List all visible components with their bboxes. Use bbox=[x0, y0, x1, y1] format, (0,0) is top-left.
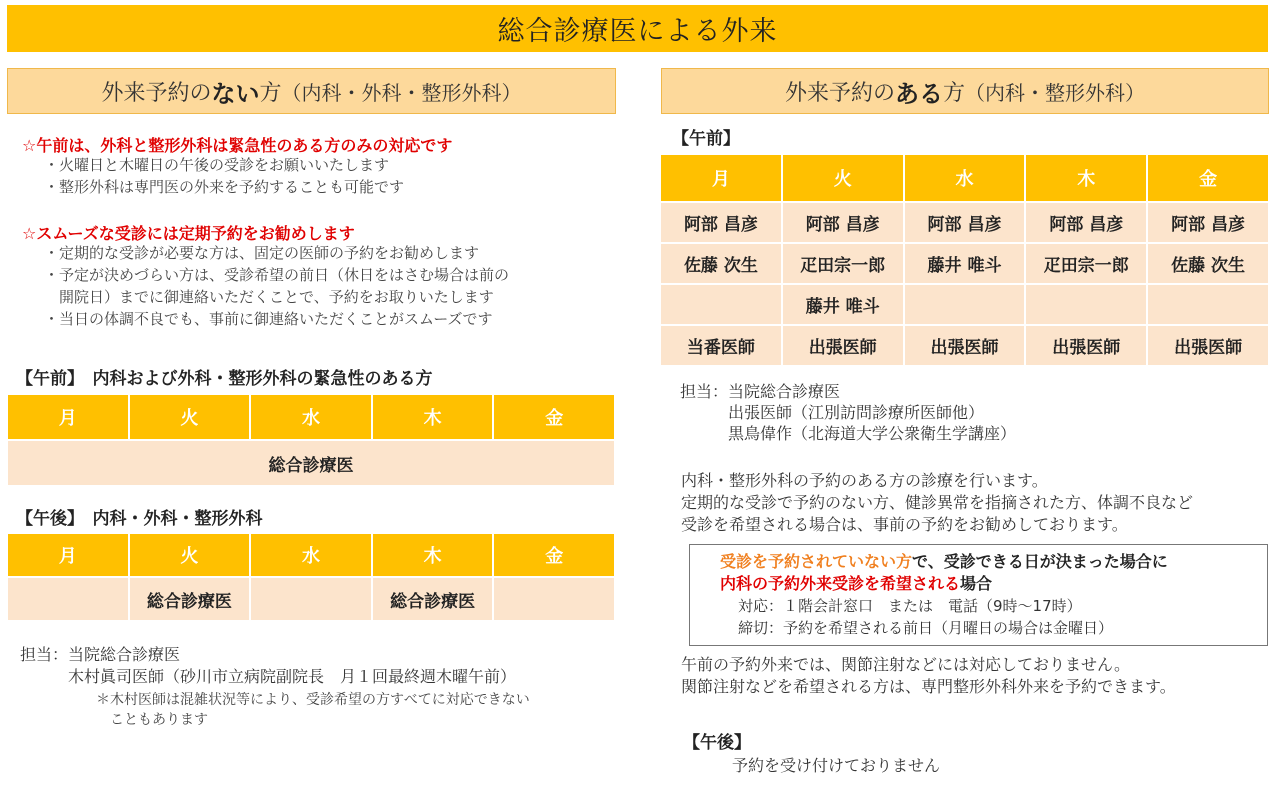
table-row bbox=[8, 578, 614, 620]
day-header: 金 bbox=[494, 395, 614, 439]
notice-regular-title: ☆スムーズな受診には定期予約をお勧めします bbox=[22, 224, 355, 243]
staff-line: 黒鳥偉作（北海道大学公衆衛生学講座） bbox=[680, 424, 1017, 443]
table-row bbox=[8, 441, 614, 485]
am-schedule-table bbox=[6, 393, 616, 487]
schedule-cell: 総合診療医 bbox=[373, 578, 493, 620]
header-subtitle: （内科・外科・整形外科） bbox=[281, 80, 522, 105]
pm-schedule-table bbox=[6, 532, 616, 622]
schedule-cell bbox=[494, 578, 614, 620]
table-row bbox=[661, 244, 1268, 283]
day-header: 水 bbox=[905, 155, 1025, 201]
desc-line: 定期的な受診で予約のない方、健診異常を指摘された方、体調不良など bbox=[681, 493, 1194, 512]
notice-emphasis: 受診を予約されていない方 bbox=[720, 552, 913, 571]
staff-line: 木村眞司医師（砂川市立病院副院長 月１回最終週木曜午前） bbox=[20, 667, 517, 686]
table-row bbox=[661, 285, 1268, 324]
day-header: 月 bbox=[661, 155, 781, 201]
notice-line-1 bbox=[720, 551, 1168, 573]
right-pm-text: 予約を受け付けておりません bbox=[732, 756, 941, 775]
doctor-cell bbox=[1148, 285, 1268, 324]
doctor-cell: 阿部 昌彦 bbox=[783, 203, 903, 242]
section-header-no-appointment bbox=[7, 68, 616, 114]
header-text: 外来予約の bbox=[784, 80, 895, 106]
day-header: 水 bbox=[251, 534, 371, 576]
table-row bbox=[661, 326, 1268, 365]
header-text: 外来予約の bbox=[101, 80, 212, 106]
desc-line: 内科・整形外科の予約のある方の診療を行います。 bbox=[681, 471, 1048, 490]
day-header: 火 bbox=[130, 395, 250, 439]
table-header-row bbox=[661, 155, 1268, 201]
notice-deadline: 締切：予約を希望される前日（月曜日の場合は金曜日） bbox=[738, 619, 1114, 637]
schedule-cell: 総合診療医 bbox=[130, 578, 250, 620]
list-item: ・当日の体調不良でも、事前に御連絡いただくことがスムーズです bbox=[44, 310, 493, 328]
doctor-cell: 藤井 唯斗 bbox=[783, 285, 903, 324]
list-item: ・定期的な受診が必要な方は、固定の医師の予約をお勧めします bbox=[44, 244, 480, 262]
day-header: 火 bbox=[130, 534, 250, 576]
notice-contact: 対応：１階会計窓口 または 電話（9時～17時） bbox=[738, 597, 1082, 615]
day-header: 金 bbox=[1148, 155, 1268, 201]
header-text: 方 bbox=[943, 80, 966, 106]
am-schedule-label: 【午前】 内科および外科・整形外科の緊急性のある方 bbox=[16, 369, 433, 389]
notice-regular-list bbox=[44, 242, 509, 330]
walk-in-notice-box bbox=[689, 544, 1268, 646]
header-emphasis: ある bbox=[895, 79, 943, 108]
day-header: 月 bbox=[8, 395, 128, 439]
doctor-cell: 出張医師 bbox=[1148, 326, 1268, 365]
list-item: ・予定が決めづらい方は、受診希望の前日（休日をはさむ場合は前の bbox=[44, 266, 510, 284]
day-header: 月 bbox=[8, 534, 128, 576]
doctor-cell: 佐藤 次生 bbox=[661, 244, 781, 283]
doctor-cell: 阿部 昌彦 bbox=[905, 203, 1025, 242]
doctor-cell bbox=[905, 285, 1025, 324]
staff-line: 担当：当院総合診療医 bbox=[680, 382, 841, 401]
notice-text: で、受診できる日が決まった場合に bbox=[912, 552, 1168, 571]
schedule-cell: 総合診療医 bbox=[8, 441, 614, 485]
doctor-cell: 阿部 昌彦 bbox=[661, 203, 781, 242]
notice-text: 場合 bbox=[960, 574, 993, 593]
doctor-cell: 疋田宗一郎 bbox=[1026, 244, 1146, 283]
right-injection-note bbox=[681, 654, 1176, 698]
day-header: 火 bbox=[783, 155, 903, 201]
page-title: 総合診療医による外来 bbox=[7, 5, 1268, 52]
schedule-cell bbox=[251, 578, 371, 620]
doctor-cell: 阿部 昌彦 bbox=[1148, 203, 1268, 242]
desc-line: 受診を希望される場合は、事前の予約をお勧めしております。 bbox=[681, 515, 1128, 534]
note-line: 関節注射などを希望される方は、専門整形外科外来を予約できます。 bbox=[681, 677, 1176, 696]
left-staff-info bbox=[20, 644, 516, 688]
day-header: 木 bbox=[373, 395, 493, 439]
header-emphasis: ない bbox=[211, 79, 260, 108]
staff-line: 担当：当院総合診療医 bbox=[20, 645, 181, 664]
note-line: こともあります bbox=[96, 712, 208, 728]
section-header-with-appointment bbox=[661, 68, 1269, 114]
day-header: 木 bbox=[373, 534, 493, 576]
doctor-cell: 出張医師 bbox=[905, 326, 1025, 365]
doctor-cell: 佐藤 次生 bbox=[1148, 244, 1268, 283]
doctor-cell bbox=[1026, 285, 1146, 324]
left-staff-note bbox=[96, 690, 530, 730]
doctor-cell: 阿部 昌彦 bbox=[1026, 203, 1146, 242]
header-text: 方 bbox=[259, 80, 282, 106]
schedule-cell bbox=[8, 578, 128, 620]
table-row bbox=[661, 203, 1268, 242]
notice-emphasis: 内科の予約外来受診を希望される bbox=[720, 574, 961, 593]
right-staff-info bbox=[680, 381, 1016, 444]
doctor-schedule-table bbox=[659, 153, 1270, 367]
list-item: ・整形外科は専門医の外来を予約することも可能です bbox=[44, 178, 405, 196]
doctor-cell: 疋田宗一郎 bbox=[783, 244, 903, 283]
right-description bbox=[681, 470, 1271, 536]
header-subtitle: （内科・整形外科） bbox=[965, 80, 1146, 105]
doctor-cell: 藤井 唯斗 bbox=[905, 244, 1025, 283]
doctor-cell bbox=[661, 285, 781, 324]
day-header: 水 bbox=[251, 395, 371, 439]
table-header-row bbox=[8, 395, 614, 439]
staff-line: 出張医師（江別訪問診療所医師他） bbox=[680, 403, 985, 422]
right-am-label: 【午前】 bbox=[672, 129, 740, 149]
day-header: 金 bbox=[494, 534, 614, 576]
note-line: 午前の予約外来では、関節注射などには対応しておりません。 bbox=[681, 655, 1130, 674]
list-item: ・火曜日と木曜日の午後の受診をお願いいたします bbox=[44, 156, 390, 174]
right-pm-label: 【午後】 bbox=[683, 733, 751, 753]
doctor-cell: 当番医師 bbox=[661, 326, 781, 365]
doctor-cell: 出張医師 bbox=[783, 326, 903, 365]
notice-line-2 bbox=[720, 573, 992, 595]
notice-morning-title: ☆午前は、外科と整形外科は緊急性のある方のみの対応です bbox=[22, 136, 453, 155]
note-line: ＊木村医師は混雑状況等により、受診希望の方すべてに対応できない bbox=[96, 692, 530, 708]
pm-schedule-label: 【午後】 内科・外科・整形外科 bbox=[16, 509, 263, 529]
day-header: 木 bbox=[1026, 155, 1146, 201]
table-header-row bbox=[8, 534, 614, 576]
notice-morning-list bbox=[44, 154, 404, 198]
doctor-cell: 出張医師 bbox=[1026, 326, 1146, 365]
list-item: 開院日）までに御連絡いただくことで、予約をお取りいたします bbox=[44, 288, 494, 306]
